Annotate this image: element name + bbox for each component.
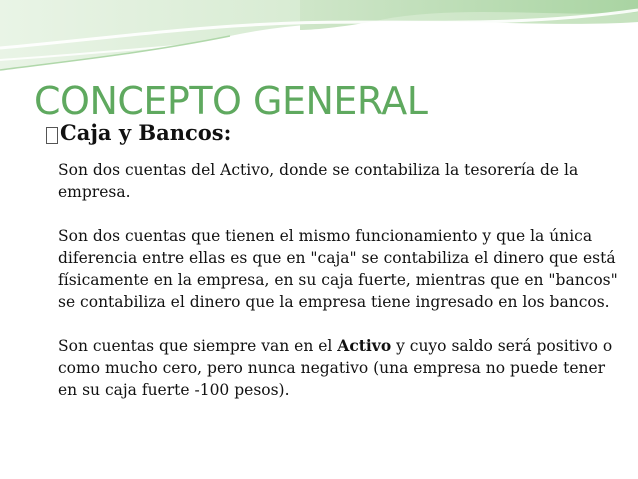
- bullet-box-icon: [46, 127, 58, 144]
- paragraph-2: Son dos cuentas que tienen el mismo funcionamiento y que la única diferencia entre ellas es que en "caja" se contabiliza el dinero que está físicamente en la empresa, en su caja fuerte, mientras que en "bancos" se contabiliza el dinero que la empresa tiene ingresado en los bancos.: [58, 227, 618, 311]
- header-wave-decoration: [0, 0, 638, 90]
- slide-title: CONCEPTO GENERAL: [34, 79, 428, 123]
- slide-subtitle: [46, 119, 231, 147]
- paragraph-3-bold-term: Activo: [337, 336, 392, 355]
- paragraph-1: Son dos cuentas del Activo, donde se contabiliza la tesorería de la empresa.: [58, 161, 579, 201]
- paragraph-3: [58, 335, 618, 401]
- paragraph-3-text-after: y cuyo saldo será positivo o como mucho cero, pero nunca negativo (una empresa no puede tener en su caja fuerte -100 pesos).: [58, 337, 613, 399]
- subtitle-text: Caja y Bancos:: [60, 120, 232, 145]
- slide-body: [58, 159, 618, 401]
- paragraph-3-text-before: Son cuentas que siempre van en el: [58, 337, 338, 355]
